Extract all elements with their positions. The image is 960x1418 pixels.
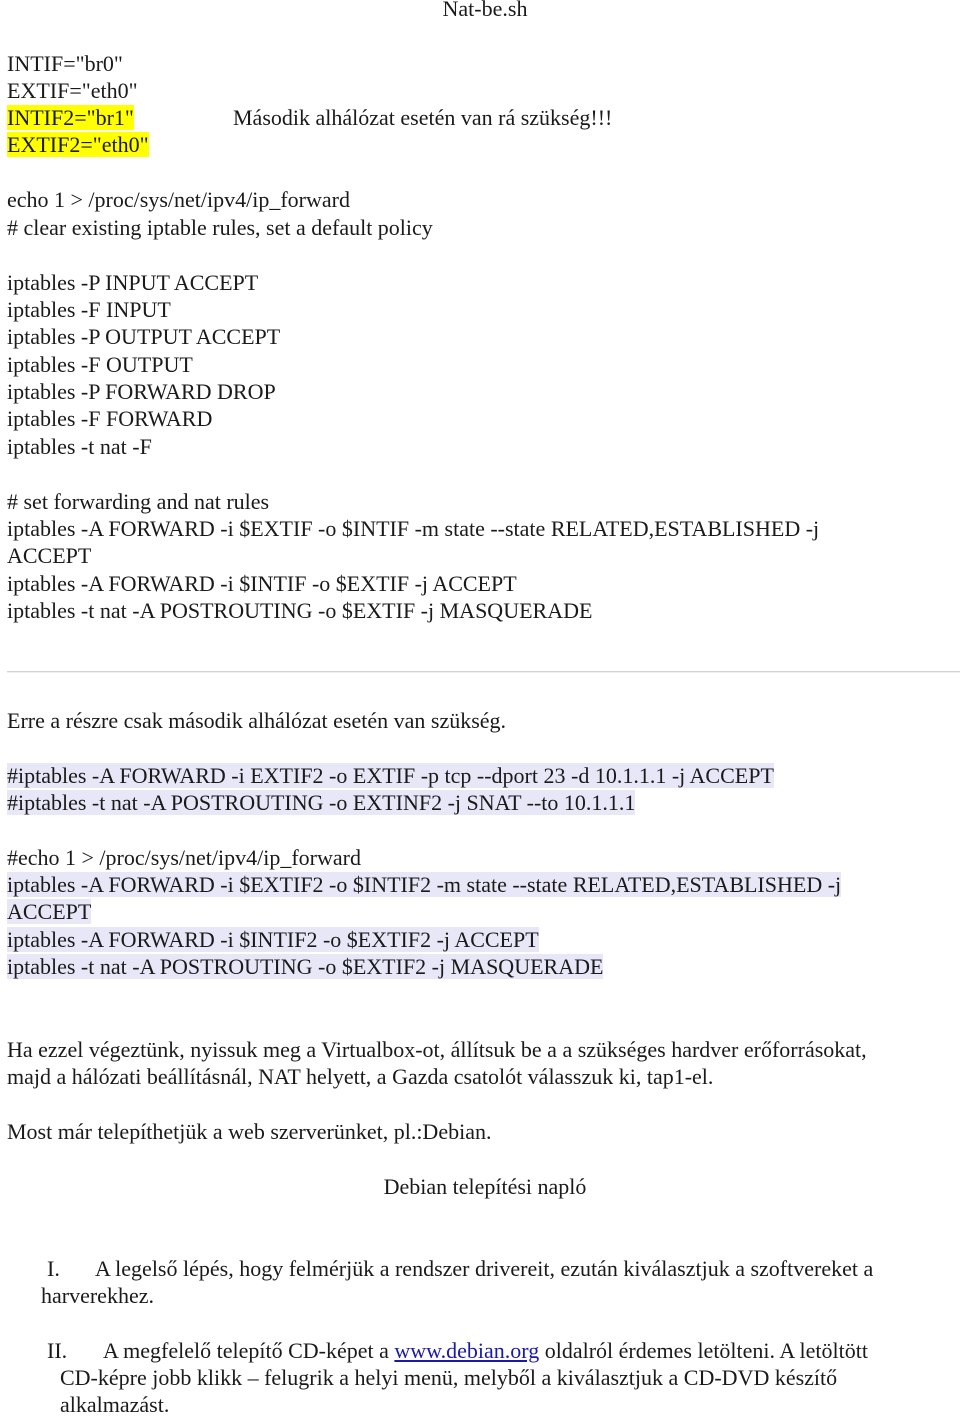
code-line: iptables -A FORWARD -i $INTIF -o $EXTIF -j ACCEPT xyxy=(7,571,517,596)
code-line: iptables -F FORWARD xyxy=(7,406,213,431)
highlighted-code: iptables -A FORWARD -i $INTIF2 -o $EXTIF2 -j ACCEPT xyxy=(7,927,539,952)
code-line xyxy=(7,898,91,925)
code-line xyxy=(7,789,635,816)
debian-link[interactable]: www.debian.org xyxy=(394,1338,540,1363)
list-item-text-post: oldalról érdemes letölteni. A letöltött xyxy=(539,1338,868,1363)
code-line: #echo 1 > /proc/sys/net/ipv4/ip_forward xyxy=(7,845,361,870)
code-line: iptables -t nat -A POSTROUTING -o $EXTIF -j MASQUERADE xyxy=(7,598,593,623)
code-line xyxy=(7,871,841,898)
list-item-text-pre: A megfelelő telepítő CD-képet a xyxy=(103,1338,395,1363)
code-line xyxy=(7,926,539,953)
code-line: iptables -P OUTPUT ACCEPT xyxy=(7,324,281,349)
code-comment: # clear existing iptable rules, set a default policy xyxy=(7,215,433,240)
paragraph-line: majd a hálózati beállításnál, NAT helyett, a Gazda csatolót válasszuk ki, tap1-el. xyxy=(7,1064,714,1089)
highlighted-code: #iptables -t nat -A POSTROUTING -o EXTINF2 -j SNAT --to 10.1.1.1 xyxy=(7,790,636,815)
code-line: ACCEPT xyxy=(7,543,92,568)
list-item-text: A legelső lépés, hogy felmérjük a rendszer drivereit, ezután kiválasztjuk a szoftvereket a xyxy=(95,1256,874,1281)
code-line: echo 1 > /proc/sys/net/ipv4/ip_forward xyxy=(7,187,350,212)
code-line xyxy=(7,762,774,789)
var-extif: EXTIF="eth0" xyxy=(7,78,138,103)
var-intif: INTIF="br0" xyxy=(7,51,123,76)
paragraph-line: Ha ezzel végeztünk, nyissuk meg a Virtualbox-ot, állítsuk be a a szükséges hardver erőforrásokat, xyxy=(7,1037,867,1062)
code-comment: # set forwarding and nat rules xyxy=(7,489,270,514)
list-item-text: CD-képre jobb klikk – felugrik a helyi menü, melyből a kiválasztjuk a CD-DVD készítő xyxy=(60,1365,838,1390)
code-line xyxy=(7,953,603,980)
highlighted-var: EXTIF2="eth0" xyxy=(7,132,149,157)
code-line: iptables -F OUTPUT xyxy=(7,352,193,377)
code-line: iptables -F INPUT xyxy=(7,297,171,322)
code-line: iptables -A FORWARD -i $EXTIF -o $INTIF -m state --state RELATED,ESTABLISHED -j xyxy=(7,516,820,541)
highlighted-code: iptables -t nat -A POSTROUTING -o $EXTIF2 -j MASQUERADE xyxy=(7,954,604,979)
highlighted-code: ACCEPT xyxy=(7,899,92,924)
code-line: iptables -P FORWARD DROP xyxy=(7,379,276,404)
list-item-text xyxy=(103,1337,868,1364)
paragraph: Most már telepíthetjük a web szerverünket, pl.:Debian. xyxy=(7,1119,492,1144)
list-item-text: harverekhez. xyxy=(41,1283,154,1308)
second-subnet-note: Második alhálózat esetén van rá szükség!!! xyxy=(233,105,613,130)
var-extif2 xyxy=(7,131,149,158)
highlighted-var: INTIF2="br1" xyxy=(7,105,134,130)
code-line: iptables -P INPUT ACCEPT xyxy=(7,270,259,295)
section-heading: Debian telepítési napló xyxy=(383,1174,587,1199)
highlighted-code: #iptables -A FORWARD -i EXTIF2 -o EXTIF -p tcp --dport 23 -d 10.1.1.1 -j ACCEPT xyxy=(7,763,774,788)
var-intif2 xyxy=(7,104,134,131)
horizontal-rule xyxy=(7,671,960,672)
highlighted-code: iptables -A FORWARD -i $EXTIF2 -o $INTIF2 -m state --state RELATED,ESTABLISHED -j xyxy=(7,872,842,897)
list-number: I. xyxy=(47,1256,60,1281)
page-title: Nat-be.sh xyxy=(442,0,528,21)
code-line: iptables -t nat -F xyxy=(7,434,152,459)
list-item-text: alkalmazást. xyxy=(60,1392,170,1417)
section-intro: Erre a részre csak második alhálózat esetén van szükség. xyxy=(7,708,507,733)
list-number: II. xyxy=(47,1338,68,1363)
